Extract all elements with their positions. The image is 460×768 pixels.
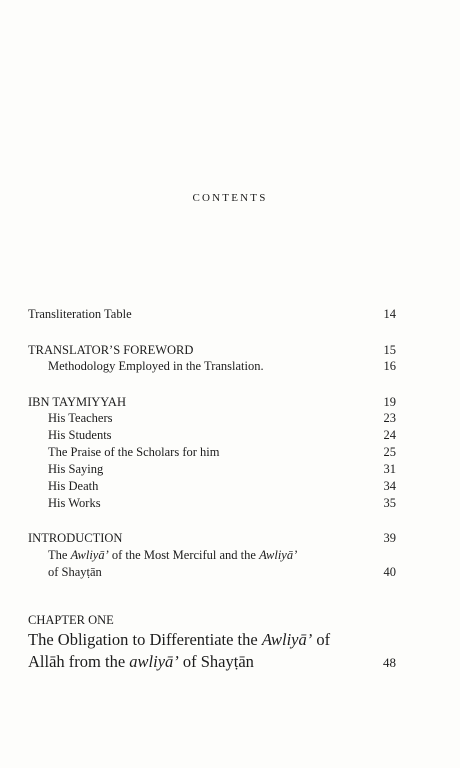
- toc-entry-his-works: His Works: [48, 496, 101, 510]
- toc-entry-methodology: Methodology Employed in the Translation.: [48, 359, 264, 373]
- text-span: The Obligation to Differentiate the: [28, 630, 262, 649]
- italic-term: Awliyā’: [70, 548, 109, 562]
- toc-page-number: 24: [383, 428, 396, 442]
- toc-page-number: 35: [383, 496, 396, 510]
- chapter-label: CHAPTER ONE: [28, 613, 114, 627]
- contents-heading: CONTENTS: [192, 192, 268, 204]
- toc-page-number: 31: [383, 462, 396, 476]
- chapter-title-line1: [28, 630, 330, 650]
- toc-entry-transliteration: Transliteration Table: [28, 307, 132, 321]
- italic-term: Awliyā’: [259, 548, 298, 562]
- text-span: Allāh from the: [28, 652, 130, 671]
- toc-entry-praise-of-scholars: The Praise of the Scholars for him: [48, 445, 220, 459]
- toc-page-number: 14: [383, 307, 396, 321]
- toc-entry-ibn-taymiyyah: IBN TAYMIYYAH: [28, 395, 126, 409]
- toc-page-number: 25: [383, 445, 396, 459]
- italic-term: Awliyā’: [261, 630, 313, 649]
- toc-entry-translators-foreword: TRANSLATOR’S FOREWORD: [28, 343, 194, 357]
- toc-page-number: 48: [383, 655, 396, 670]
- toc-page-number: 23: [383, 411, 396, 425]
- toc-page-number: 15: [383, 343, 396, 357]
- toc-entry-his-saying: His Saying: [48, 462, 104, 476]
- toc-entry-his-teachers: His Teachers: [48, 411, 113, 425]
- text-span: of Shayṭān: [178, 652, 254, 671]
- text-span: of: [312, 630, 331, 649]
- toc-entry-awliya-line1: [48, 547, 297, 563]
- toc-entry-his-death: His Death: [48, 479, 99, 493]
- toc-page-number: 34: [383, 479, 396, 493]
- toc-entry-his-students: His Students: [48, 428, 112, 442]
- toc-page-number: 40: [383, 565, 396, 579]
- toc-entry-introduction: INTRODUCTION: [28, 531, 123, 545]
- italic-term: awliyā’: [129, 652, 179, 671]
- toc-page-number: 39: [383, 531, 396, 545]
- chapter-title-line2: [28, 652, 254, 672]
- text-span: The: [48, 548, 71, 562]
- text-span: of the Most Merciful and the: [108, 548, 260, 562]
- toc-page-number: 16: [383, 359, 396, 373]
- toc-entry-awliya-line2: of Shayṭān: [48, 565, 102, 579]
- toc-page-number: 19: [383, 395, 396, 409]
